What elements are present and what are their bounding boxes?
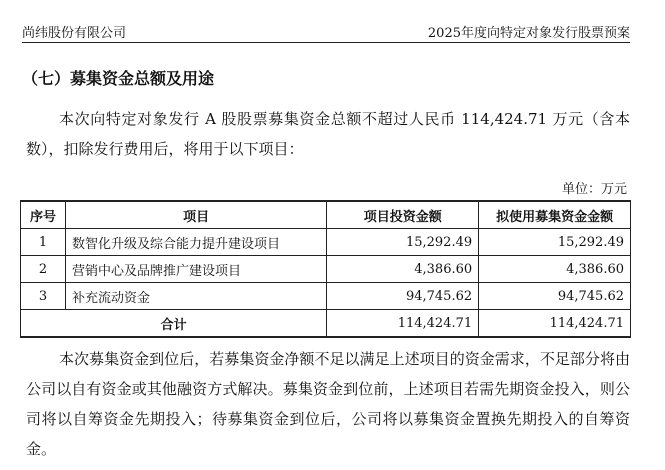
header-investment: 项目投资金额 [327, 201, 479, 229]
header-no: 序号 [21, 201, 66, 229]
row-investment: 15,292.49 [327, 229, 479, 256]
intro-paragraph: 本次向特定对象发行 A 股股票募集资金总额不超过人民币 114,424.71 万元（含本数），扣除发行费用后，将用于以下项目： [26, 110, 630, 158]
row-raised: 4,386.60 [479, 256, 631, 283]
section-title: （七）募集资金总额及用途 [22, 69, 215, 88]
total-label: 合计 [21, 310, 327, 338]
row-project: 营销中心及品牌推广建设项目 [65, 256, 326, 283]
unit-label: 单位：万元 [561, 182, 627, 197]
total-investment: 114,424.71 [327, 310, 479, 338]
table-row [21, 283, 631, 310]
fund-use-table [20, 200, 631, 338]
header-project: 项目 [65, 201, 326, 229]
row-raised: 94,745.62 [479, 283, 631, 310]
page-header [22, 16, 630, 43]
row-no: 2 [21, 256, 66, 283]
row-raised: 15,292.49 [479, 229, 631, 256]
total-raised: 114,424.71 [479, 310, 631, 338]
document-title: 2025年度向特定对象发行股票预案 [427, 26, 630, 41]
table-header-row [21, 201, 631, 229]
table-total-row [21, 310, 631, 338]
closing-paragraph: 本次募集资金到位后，若募集资金净额不足以满足上述项目的资金需求，不足部分将由公司以自有资金或其他融资方式解决。募集资金到位前，上述项目若需先期资金投入，则公司将以自筹资金先期投入；待募集资金到位后，公司将以募集资金置换先期投入的自筹资金。 [26, 350, 630, 458]
table-row [21, 229, 631, 256]
row-no: 3 [21, 283, 66, 310]
table-row [21, 256, 631, 283]
row-project: 补充流动资金 [65, 283, 326, 310]
header-raised: 拟使用募集资金金额 [479, 201, 631, 229]
row-investment: 94,745.62 [327, 283, 479, 310]
row-no: 1 [21, 229, 66, 256]
company-name: 尚纬股份有限公司 [22, 26, 127, 41]
row-investment: 4,386.60 [327, 256, 479, 283]
row-project: 数智化升级及综合能力提升建设项目 [65, 229, 326, 256]
